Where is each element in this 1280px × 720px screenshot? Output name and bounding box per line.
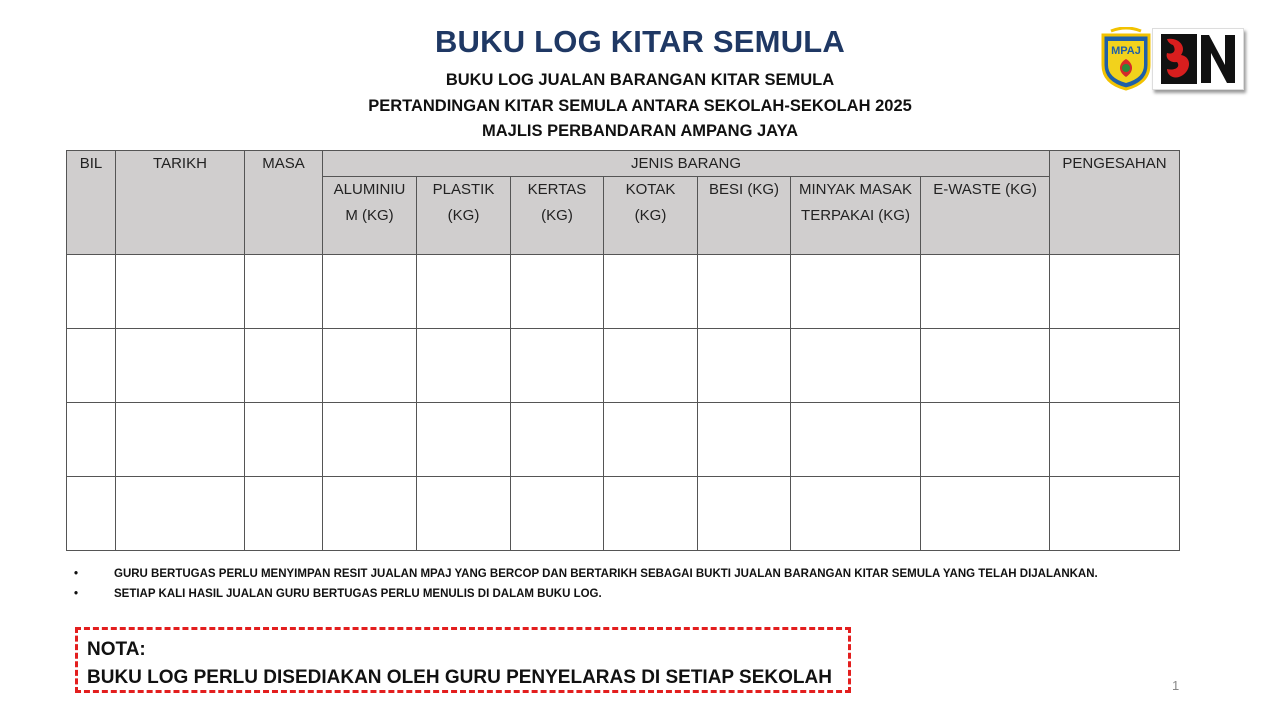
table-cell[interactable] bbox=[511, 403, 604, 477]
table-cell[interactable] bbox=[323, 403, 417, 477]
table-cell[interactable] bbox=[67, 255, 116, 329]
table-cell[interactable] bbox=[921, 255, 1050, 329]
table-cell[interactable] bbox=[604, 329, 698, 403]
notes-list bbox=[74, 564, 1098, 604]
table-cell[interactable] bbox=[698, 477, 791, 551]
table-cell[interactable] bbox=[417, 329, 511, 403]
page-title: BUKU LOG KITAR SEMULA bbox=[434, 24, 846, 59]
table-cell[interactable] bbox=[67, 403, 116, 477]
mpaj-logo-icon bbox=[1099, 27, 1153, 91]
note-item bbox=[74, 564, 1098, 584]
bullet-icon: • bbox=[74, 588, 79, 600]
table-cell[interactable] bbox=[1050, 403, 1180, 477]
note-item bbox=[74, 584, 1098, 604]
table-cell[interactable] bbox=[511, 255, 604, 329]
header-kotak: KOTAK (KG) bbox=[604, 177, 698, 255]
table-cell[interactable] bbox=[791, 329, 921, 403]
header-aluminium: ALUMINIU M (KG) bbox=[323, 177, 417, 255]
table-cell[interactable] bbox=[791, 403, 921, 477]
header-plastik: PLASTIK (KG) bbox=[417, 177, 511, 255]
table-row bbox=[67, 255, 1180, 329]
table-row bbox=[67, 329, 1180, 403]
subtitle-log-jualan: BUKU LOG JUALAN BARANGAN KITAR SEMULA bbox=[445, 71, 835, 89]
en-logo-icon bbox=[1153, 29, 1243, 89]
table-cell[interactable] bbox=[698, 403, 791, 477]
header-tarikh: TARIKH bbox=[116, 151, 245, 255]
table-cell[interactable] bbox=[604, 403, 698, 477]
nota-box bbox=[75, 627, 851, 693]
table-cell[interactable] bbox=[791, 477, 921, 551]
table-cell[interactable] bbox=[921, 477, 1050, 551]
table-cell[interactable] bbox=[67, 477, 116, 551]
table-cell[interactable] bbox=[67, 329, 116, 403]
table-cell[interactable] bbox=[417, 255, 511, 329]
header-bil: BIL bbox=[67, 151, 116, 255]
table-cell[interactable] bbox=[116, 329, 245, 403]
table-cell[interactable] bbox=[417, 403, 511, 477]
table-cell[interactable] bbox=[417, 477, 511, 551]
table-cell[interactable] bbox=[604, 477, 698, 551]
table-cell[interactable] bbox=[604, 255, 698, 329]
table-row bbox=[67, 477, 1180, 551]
subtitle-majlis: MAJLIS PERBANDARAN AMPANG JAYA bbox=[482, 122, 798, 140]
table-cell[interactable] bbox=[1050, 477, 1180, 551]
table-cell[interactable] bbox=[245, 403, 323, 477]
page-number: 1 bbox=[1172, 678, 1180, 693]
header-minyak: MINYAK MASAK TERPAKAI (KG) bbox=[791, 177, 921, 255]
table-cell[interactable] bbox=[323, 329, 417, 403]
table-cell[interactable] bbox=[245, 329, 323, 403]
table-cell[interactable] bbox=[1050, 255, 1180, 329]
nota-label: NOTA: bbox=[87, 639, 146, 660]
bullet-icon: • bbox=[74, 568, 79, 580]
table-cell[interactable] bbox=[791, 255, 921, 329]
en-logo bbox=[1152, 28, 1244, 90]
table-row bbox=[67, 403, 1180, 477]
table-cell[interactable] bbox=[921, 403, 1050, 477]
table-cell[interactable] bbox=[1050, 329, 1180, 403]
table-cell[interactable] bbox=[323, 255, 417, 329]
table-cell[interactable] bbox=[245, 255, 323, 329]
svg-text:MPAJ: MPAJ bbox=[1111, 45, 1141, 57]
table-cell[interactable] bbox=[245, 477, 323, 551]
note-resit: GURU BERTUGAS PERLU MENYIMPAN RESIT JUALAN MPAJ YANG BERCOP DAN BERTARIKH SEBAGAI BUKTI JUALAN BARANGAN KITAR SEMULA YANG TELAH DIJALANKAN. bbox=[114, 568, 1098, 580]
header-jenis-barang: JENIS BARANG bbox=[323, 151, 1050, 177]
table-cell[interactable] bbox=[116, 255, 245, 329]
subtitle-pertandingan: PERTANDINGAN KITAR SEMULA ANTARA SEKOLAH-SEKOLAH 2025 bbox=[368, 97, 912, 115]
table-cell[interactable] bbox=[921, 329, 1050, 403]
table-cell[interactable] bbox=[698, 329, 791, 403]
table-cell[interactable] bbox=[511, 329, 604, 403]
table-cell[interactable] bbox=[323, 477, 417, 551]
table-cell[interactable] bbox=[511, 477, 604, 551]
log-table-body bbox=[67, 255, 1180, 551]
nota-text: BUKU LOG PERLU DISEDIAKAN OLEH GURU PENYELARAS DI SETIAP SEKOLAH bbox=[87, 667, 832, 688]
header-besi: BESI (KG) bbox=[698, 177, 791, 255]
header-pengesahan: PENGESAHAN bbox=[1050, 151, 1180, 255]
note-buku-log: SETIAP KALI HASIL JUALAN GURU BERTUGAS PERLU MENULIS DI DALAM BUKU LOG. bbox=[114, 588, 602, 600]
log-table bbox=[66, 150, 1180, 551]
table-cell[interactable] bbox=[698, 255, 791, 329]
table-cell[interactable] bbox=[116, 477, 245, 551]
table-cell[interactable] bbox=[116, 403, 245, 477]
header-ewaste: E-WASTE (KG) bbox=[921, 177, 1050, 255]
header-kertas: KERTAS (KG) bbox=[511, 177, 604, 255]
header-masa: MASA bbox=[245, 151, 323, 255]
